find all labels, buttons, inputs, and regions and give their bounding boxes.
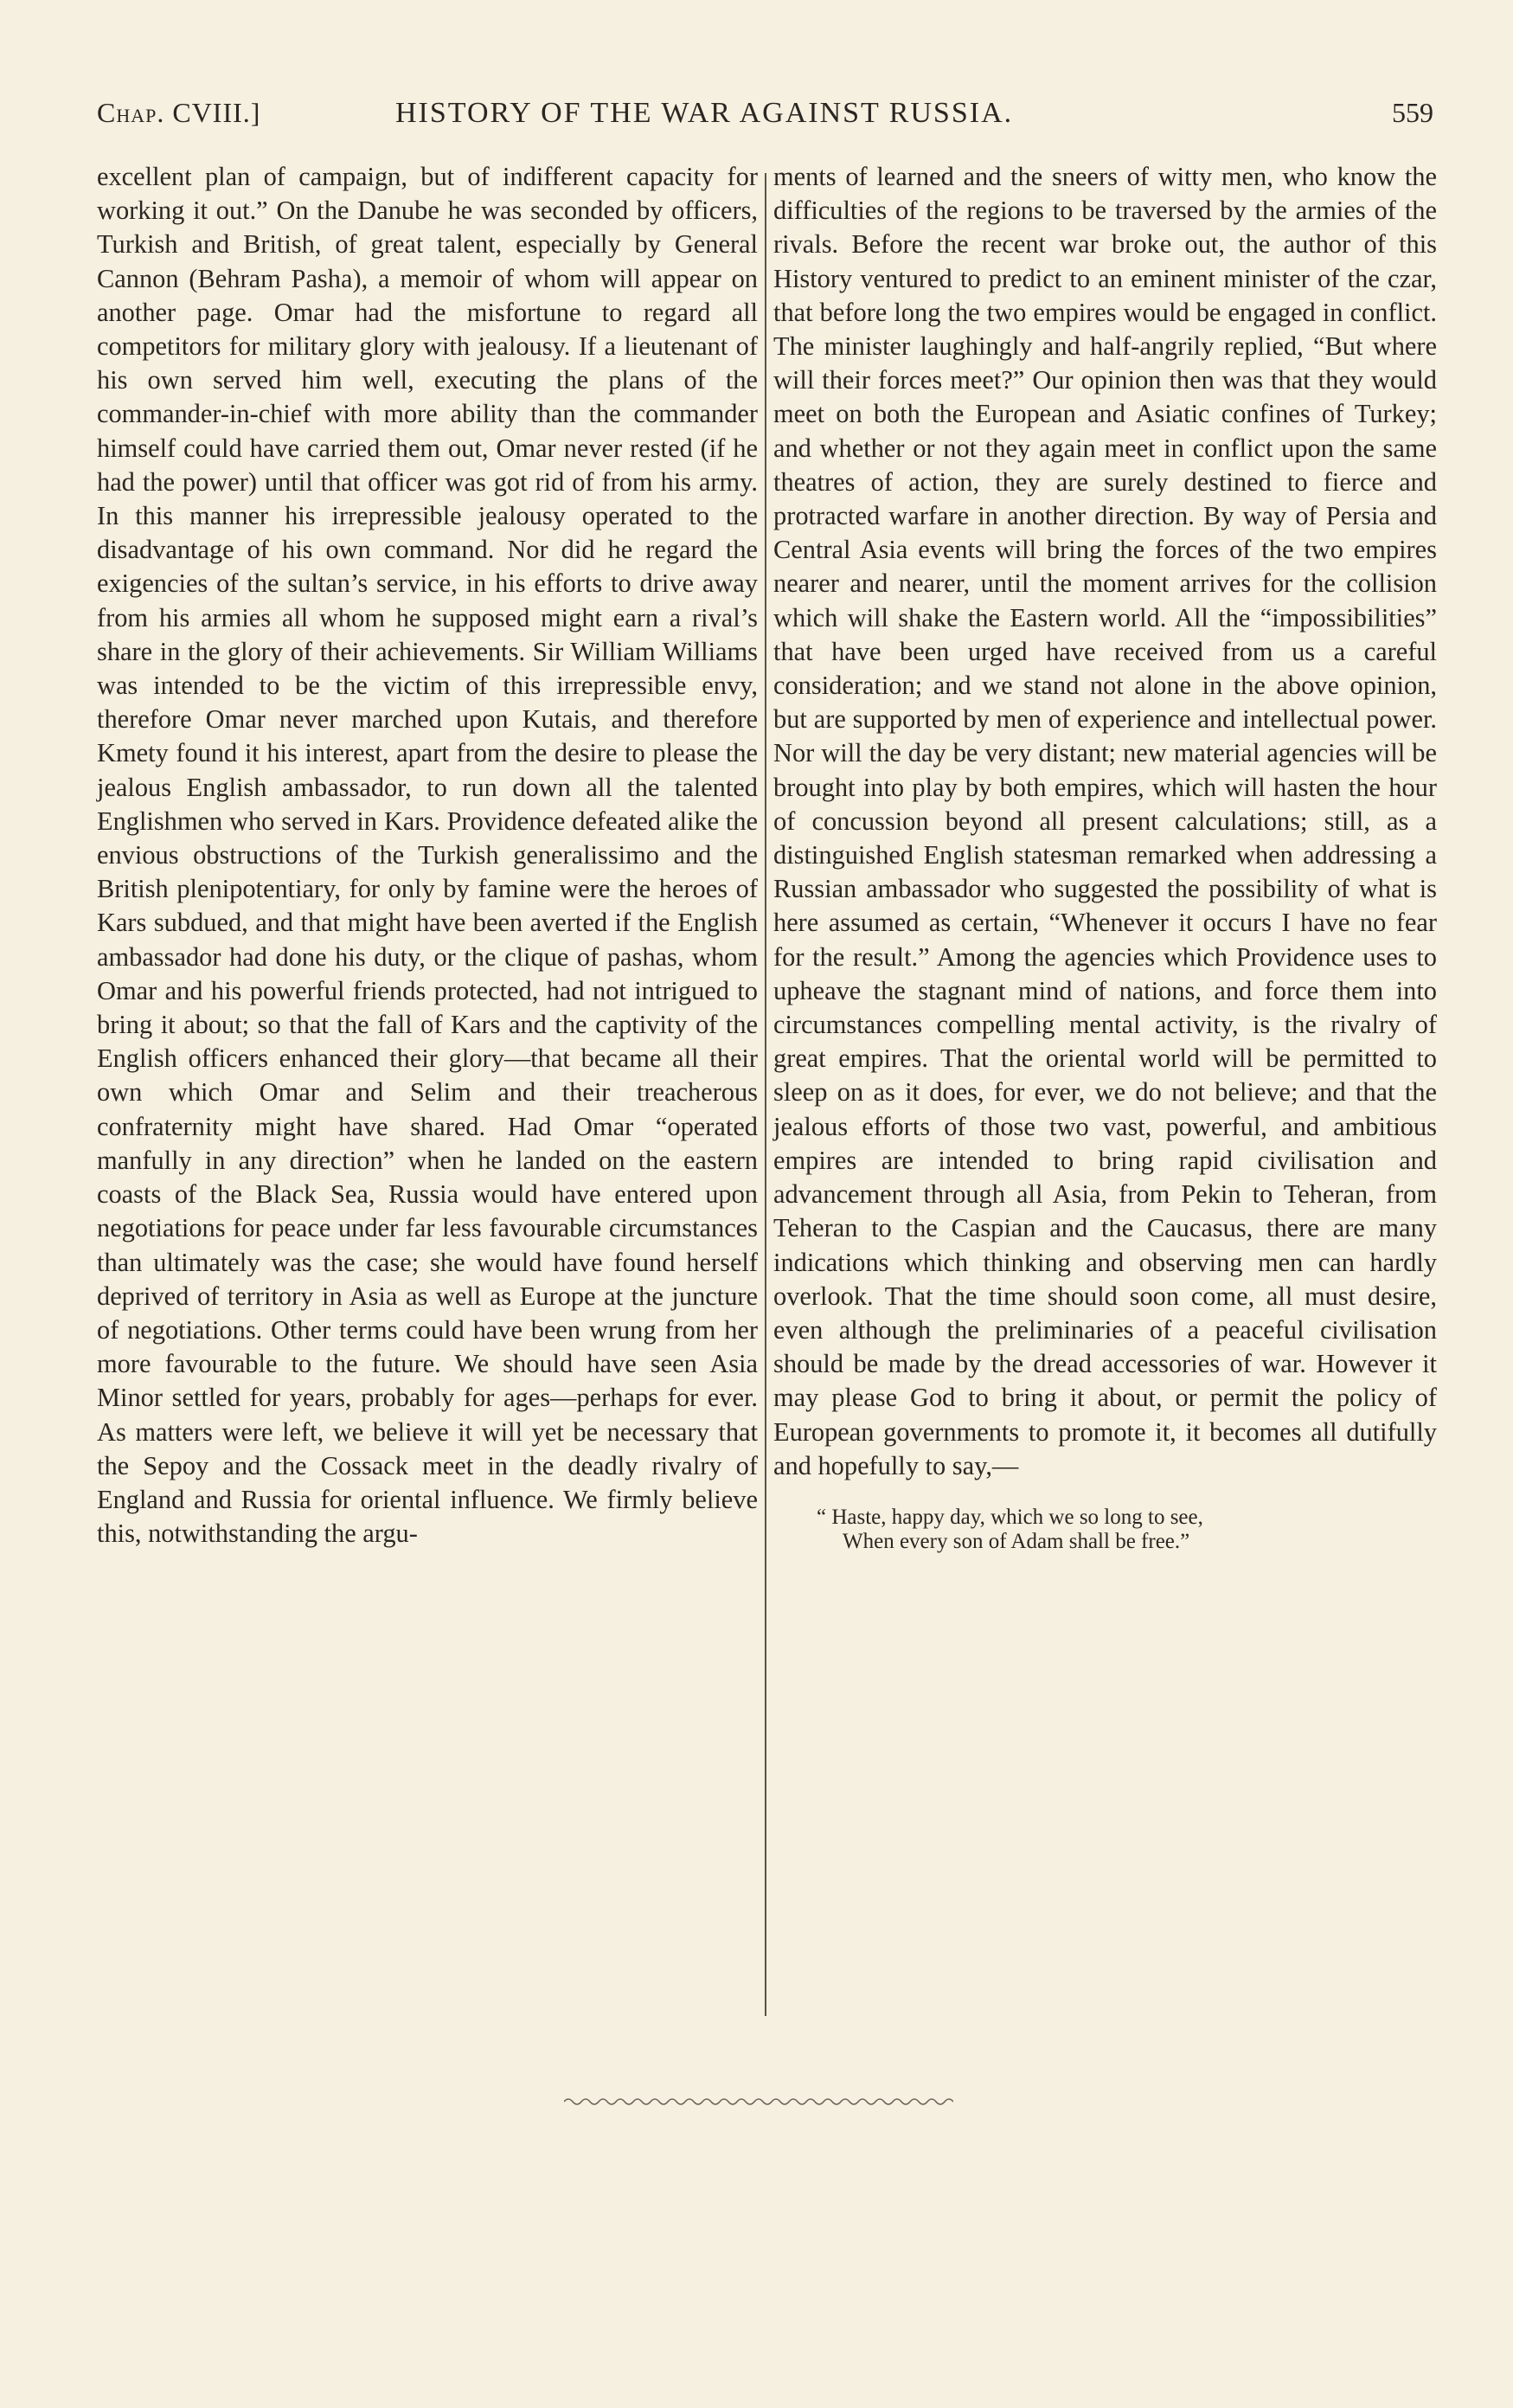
- left-column: [97, 160, 758, 1551]
- column-divider: [765, 173, 766, 2016]
- verse-line-1: “ Haste, happy day, which we so long to see,: [817, 1505, 1203, 1529]
- ornament-divider: [564, 2096, 953, 2108]
- running-header: [97, 97, 1433, 140]
- verse-quotation: [817, 1506, 1437, 1554]
- chapter-label: Chap. CVIII.]: [97, 97, 261, 128]
- running-title: HISTORY OF THE WAR AGAINST RUSSIA.: [395, 97, 1014, 129]
- left-column-text: excellent plan of campaign, but of indifferent capacity for working it out.” On the Danube he was seconded by officers, Turkish and British, of great talent, especially by General Cannon (Behram Pasha), a memoir of whom will appear on another page. Omar had the misfortune to regard all competitors for military glory with jealousy. If a lieutenant of his own served him well, executing the plans of the commander-in-chief with more ability than the commander himself could have carried them out, Omar never rested (if he had the power) until that officer was got rid of from his army. In this manner his irrepressible jealousy operated to the disadvantage of his own command. Nor did he regard the exigencies of the sultan’s service, in his efforts to drive away from his armies all whom he supposed might earn a rival’s share in the glory of their achievements. Sir William Williams was intended to be the victim of this irrepressible envy, therefore Omar never marched upon Kutais, and therefore Kmety found it his interest, apart from the desire to please the jealous English ambassador, to run down all the talented Englishmen who served in Kars. Providence defeated alike the envious obstructions of the Turkish generalissimo and the British plenipotentiary, for only by famine were the heroes of Kars subdued, and that might have been averted if the English ambassador had done his duty, or the clique of pashas, whom Omar and his powerful friends protected, had not intrigued to bring it about; so that the fall of Kars and the captivity of the English officers enhanced their glory—that became all their own which Omar and Selim and their treacherous confraternity might have shared. Had Omar “operated manfully in any direction” when he landed on the eastern coasts of the Black Sea, Russia would have entered upon negotiations for peace under far less favourable circumstances than ultimately was the case; she would have found herself deprived of territory in Asia as well as Europe at the juncture of negotiations. Other terms could have been wrung from her more favourable to the future. We should have seen Asia Minor settled for years, probably for ages—perhaps for ever. As matters were left, we believe it will yet be necessary that the Sepoy and the Cossack meet in the deadly rivalry of England and Russia for oriental influence. We firmly believe this, notwithstanding the argu-: [97, 162, 758, 1549]
- page-number: 559: [1392, 97, 1433, 128]
- right-column-text: ments of learned and the sneers of witty men, who know the difficulties of the regions to be traversed by the armies of the rivals. Before the recent war broke out, the author of this History ventured to predict to an eminent minister of the czar, that before long the two empires would be engaged in conflict. The minister laughingly and half-angrily replied, “But where will their forces meet?” Our opinion then was that they would meet on both the European and Asiatic confines of Turkey; and whether or not they again meet in conflict upon the same theatres of action, they are surely destined to fierce and protracted warfare in another direction. By way of Persia and Central Asia events will bring the forces of the two empires nearer and nearer, until the moment arrives for the collision which will shake the Eastern world. All the “impossibilities” that have been urged have received from us a careful consideration; and we stand not alone in the above opinion, but are supported by men of experience and intellectual power. Nor will the day be very distant; new material agencies will be brought into play by both empires, which will hasten the hour of concussion beyond all present calculations; still, as a distinguished English statesman remarked when addressing a Russian ambassador who suggested the possibility of what is here assumed as certain, “Whenever it occurs I have no fear for the result.” Among the agencies which Providence uses to upheave the stagnant mind of nations, and force them into circumstances compelling mental activity, is the rivalry of great empires. That the oriental world will be permitted to sleep on as it does, for ever, we do not believe; and that the jealous efforts of those two vast, powerful, and ambitious empires are intended to bring rapid civilisation and advancement through all Asia, from Pekin to Teheran, from Teheran to the Caspian and the Caucasus, there are many indications which thinking and observing men can hardly overlook. That the time should soon come, all must desire, even although the preliminaries of a peaceful civilisation should be made by the dread accessories of war. However it may please God to bring it about, or permit the policy of European governments to promote it, it becomes all dutifully and hopefully to say,—: [773, 162, 1437, 1480]
- verse-line-2: When every son of Adam shall be free.”: [843, 1529, 1190, 1553]
- right-column: [773, 160, 1437, 1554]
